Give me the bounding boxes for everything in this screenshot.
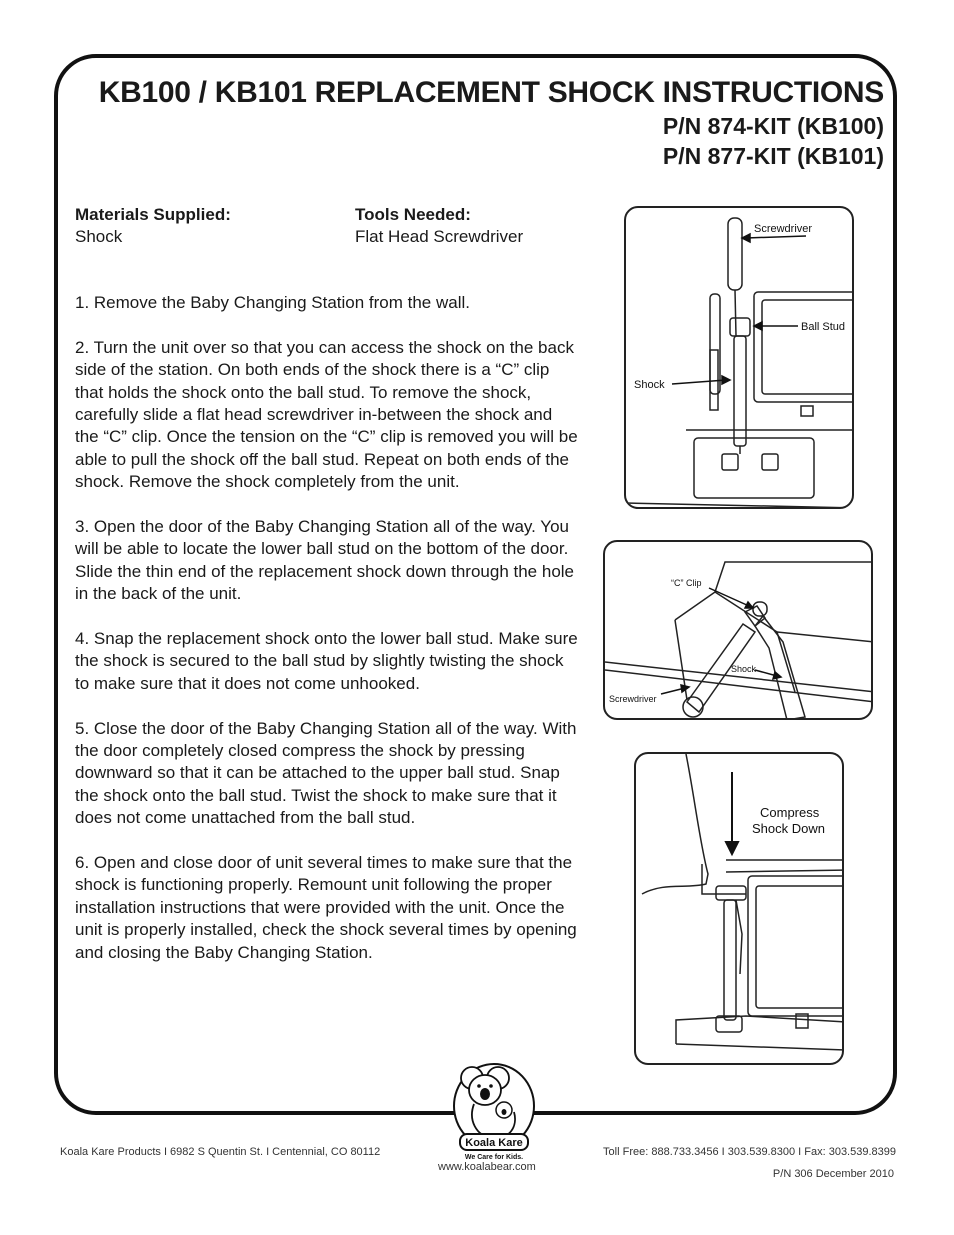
instruction-steps [75,292,580,987]
koala-kare-logo [448,1060,540,1162]
page-title: KB100 / KB101 REPLACEMENT SHOCK INSTRUCTIONS [98,76,884,109]
koala-logo-icon [448,1060,540,1162]
label-shock: Shock [634,379,665,391]
footer-doc-number: P/N 306 December 2010 [772,1168,894,1180]
label-c-clip: “C” Clip [671,578,702,588]
label-screwdriver: Screwdriver [754,223,813,235]
footer-contact: Toll Free: 888.733.3456 I 303.539.8300 I Fax: 303.539.8399 [603,1146,896,1158]
footer-address: Koala Kare Products I 6982 S Quentin St. I Centennial, CO 80112 [60,1146,381,1158]
figure-2-illustration [605,542,873,720]
figure-compress-shock [634,752,844,1065]
step-6: 6. Open and close door of unit several times to make sure that the shock is functioning properly. Remount unit following the proper installation instructions that were provided with the unit. Once the unit is properly installed, check the shock several times by opening and closing the Baby Changing Station. [75,853,577,962]
step-4: 4. Snap the replacement shock onto the lower ball stud. Make sure the shock is secured to the ball stud by slightly twisting the shock to make sure that it does not come unhooked. [75,629,578,693]
label-ball-stud: Ball Stud [801,321,846,333]
step-3: 3. Open the door of the Baby Changing Station all of the way. You will be able to locate the lower ball stud on the bottom of the door. Slide the thin end of the replacement shock down through the hole in the back of the unit. [75,517,575,604]
figure-c-clip [603,540,873,720]
tools-value: Flat Head Screwdriver [355,227,524,246]
tools-label: Tools Needed: [355,205,471,224]
logo-tagline: We Care for Kids. [464,1154,524,1161]
figure-3-illustration [636,754,844,1065]
materials-value: Shock [75,227,123,246]
logo-brand: Koala Kare [465,1137,523,1149]
figure-shock-removal [624,206,854,509]
figure-1-illustration [626,208,854,509]
step-5: 5. Close the door of the Baby Changing Station all of the way. With the door completely closed compress the shock by pressing downward so that it can be attached to the upper ball stud. Snap the shock onto the ball stud. Twist the shock to make sure that it does not come unattached from the ball stud. [75,718,577,828]
footer-website-link[interactable]: www.koalabear.com [438,1161,536,1173]
part-number-kb100: P/N 874-KIT (KB100) [662,113,884,139]
part-number-kb101: P/N 877-KIT (KB101) [662,143,884,169]
step-2: 2. Turn the unit over so that you can access the shock on the back side of the station. On both ends of the shock there is a “C” clip that holds the shock onto the ball stud. To remove the shock, carefully slide a flat head screwdriver in-between the shock and the “C” clip. Once the tension on the “C” clip is removed you will be able to pull the shock off the ball stud. Repeat on both ends of the shock. Remove the shock completely from the unit. [75,337,578,492]
label-shock: Shock [731,664,757,674]
materials-label: Materials Supplied: [75,205,231,224]
step-1: 1. Remove the Baby Changing Station from the wall. [75,293,470,312]
label-shock-down: Shock Down [752,821,825,836]
label-compress: Compress [760,805,820,820]
label-screwdriver: Screwdriver [609,694,657,704]
